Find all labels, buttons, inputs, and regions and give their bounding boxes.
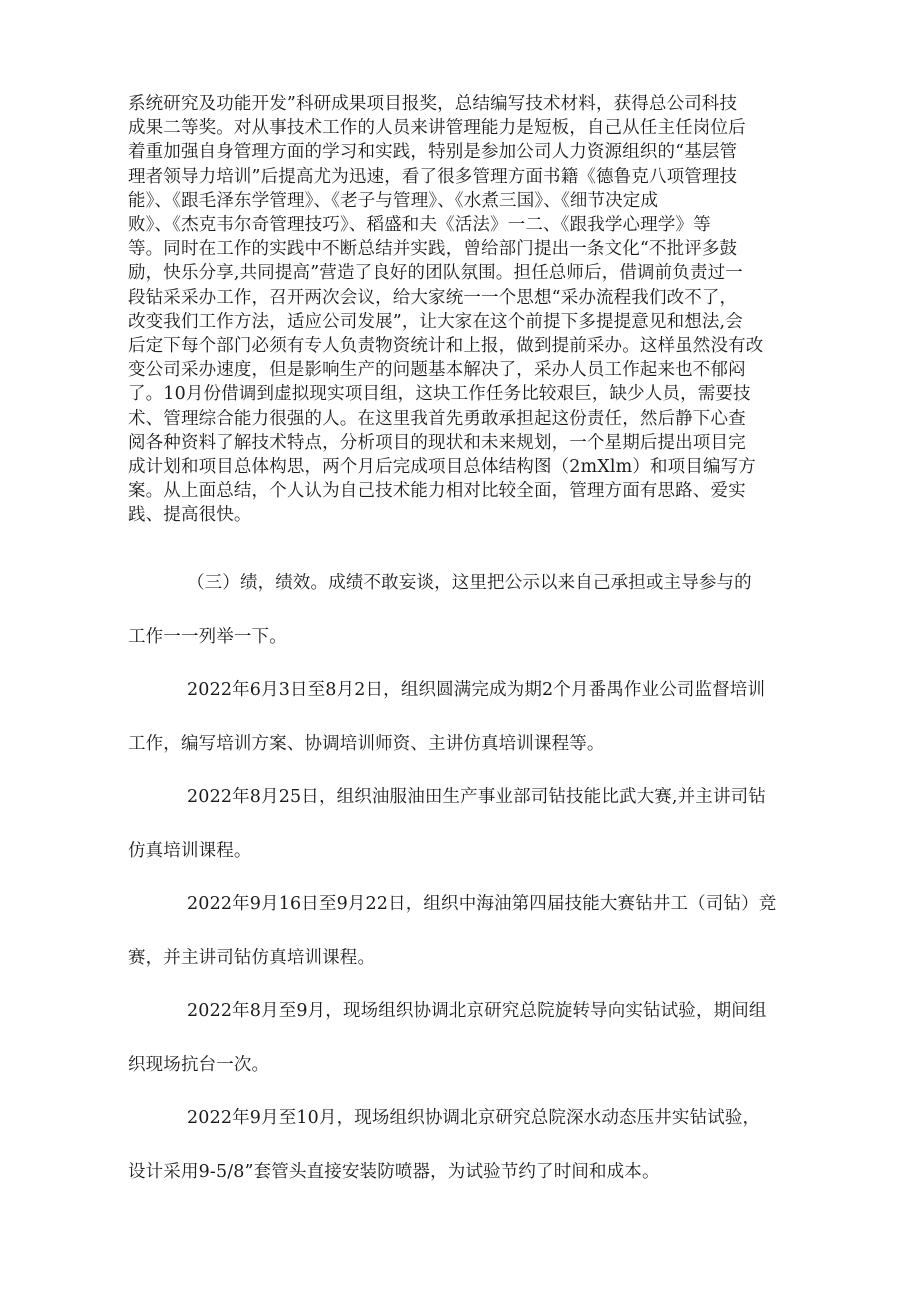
text-line: 变公司采办速度，但是影响生产的问题基本解决了，采办人员工作起来也不郁闷 <box>128 360 746 381</box>
text-line: 案。从上面总结，个人认为自己技术能力相对比较全面，管理方面有思路、爱实 <box>128 481 746 502</box>
text-line: 系统研究及功能开发”科研成果项目报奖，总结编写技术材料，获得总公司科技 <box>128 94 738 114</box>
achievement-item-line: 2022年9月至10月，现场组织协调北京研究总院深水动态压井实钻试验， <box>187 1108 761 1128</box>
text-line: 阅各种资料了解技术特点，分析项目的现状和未来规划，一个星期后提出项目完 <box>128 432 746 453</box>
text-line: 理者领导力培训”后提高尤为迅速，看了很多管理方面书籍《德鲁克八项管理技 <box>128 166 738 187</box>
text-line: 后定下每个部门必须有专人负责物资统计和上报，做到提前采办。这样虽然没有改 <box>128 336 764 357</box>
text-line: 成计划和项目总体构思，两个月后完成项目总体结构图（2mXlm）和项目编写方 <box>128 457 756 478</box>
text-line: 着重加强自身管理方面的学习和实践，特别是参加公司人力资源组织的“基层管 <box>128 142 738 163</box>
text-line: 励，快乐分享,共同提高”营造了良好的团队氛围。担任总师后，借调前负责过一 <box>128 263 743 284</box>
text-line: 能》、《跟毛泽东学管理》、《老子与管理》、《水煮三国》、《细节决定成 <box>128 190 659 211</box>
text-line: 工作一一列举一下。 <box>128 626 287 647</box>
text-line: 了。10月份借调到虚拟现实项目组，这块工作任务比较艰巨，缺少人员，需要技 <box>128 384 751 405</box>
text-line: 段钻采采办工作，召开两次会议，给大家统一一个思想“采办流程我们改不了， <box>128 287 738 308</box>
text-line: 改变我们工作方法，适应公司发展”，让大家在这个前提下多提提意见和想法,会 <box>128 311 743 332</box>
achievement-item-line: 2022年8月至9月，现场组织协调北京研究总院旋转导向实钻试验，期间组 <box>187 1001 767 1021</box>
text-line: 践、提高很快。 <box>128 505 252 526</box>
achievement-item-line: 2022年9月16日至9月22日，组织中海油第四届技能大赛钻井工（司钻）竞 <box>187 894 777 914</box>
text-line: 织现场抗台一次。 <box>128 1054 270 1075</box>
text-line: 工作，编写培训方案、协调培训师资、主讲仿真培训课程等。 <box>128 733 605 754</box>
text-line: 仿真培训课程。 <box>128 840 252 861</box>
text-line: 赛，并主讲司钻仿真培训课程。 <box>128 947 376 968</box>
paragraph-self-summary <box>128 92 792 528</box>
achievement-item-line: 2022年6月3日至8月2日，组织圆满完成为期2个月番禺作业公司监督培训 <box>187 680 766 700</box>
text-line: 成果二等奖。对从事技术工作的人员来讲管理能力是短板，自己从任主任岗位后 <box>128 118 746 139</box>
text-line: 等。同时在工作的实践中不断总结并实践，曾给部门提出一条文化“不批评多鼓 <box>128 239 738 260</box>
text-line: 败》、《杰克韦尔奇管理技巧》、稻盛和夫《活法》一二、《跟我学心理学》等 <box>128 215 711 236</box>
achievement-item-line: 2022年8月25日，组织油服油田生产事业部司钻技能比武大赛,并主讲司钻 <box>187 787 766 807</box>
text-line: 术、管理综合能力很强的人。在这里我首先勇敢承担起这份责任，然后静下心查 <box>128 408 746 429</box>
text-line: 设计采用9-5/8”套管头直接安装防喷器，为试验节约了时间和成本。 <box>128 1161 660 1182</box>
section-performance <box>128 557 792 1199</box>
section-heading-line: （三）绩，绩效。成绩不敢妄谈，这里把公示以来自己承担或主导参与的 <box>187 573 752 593</box>
